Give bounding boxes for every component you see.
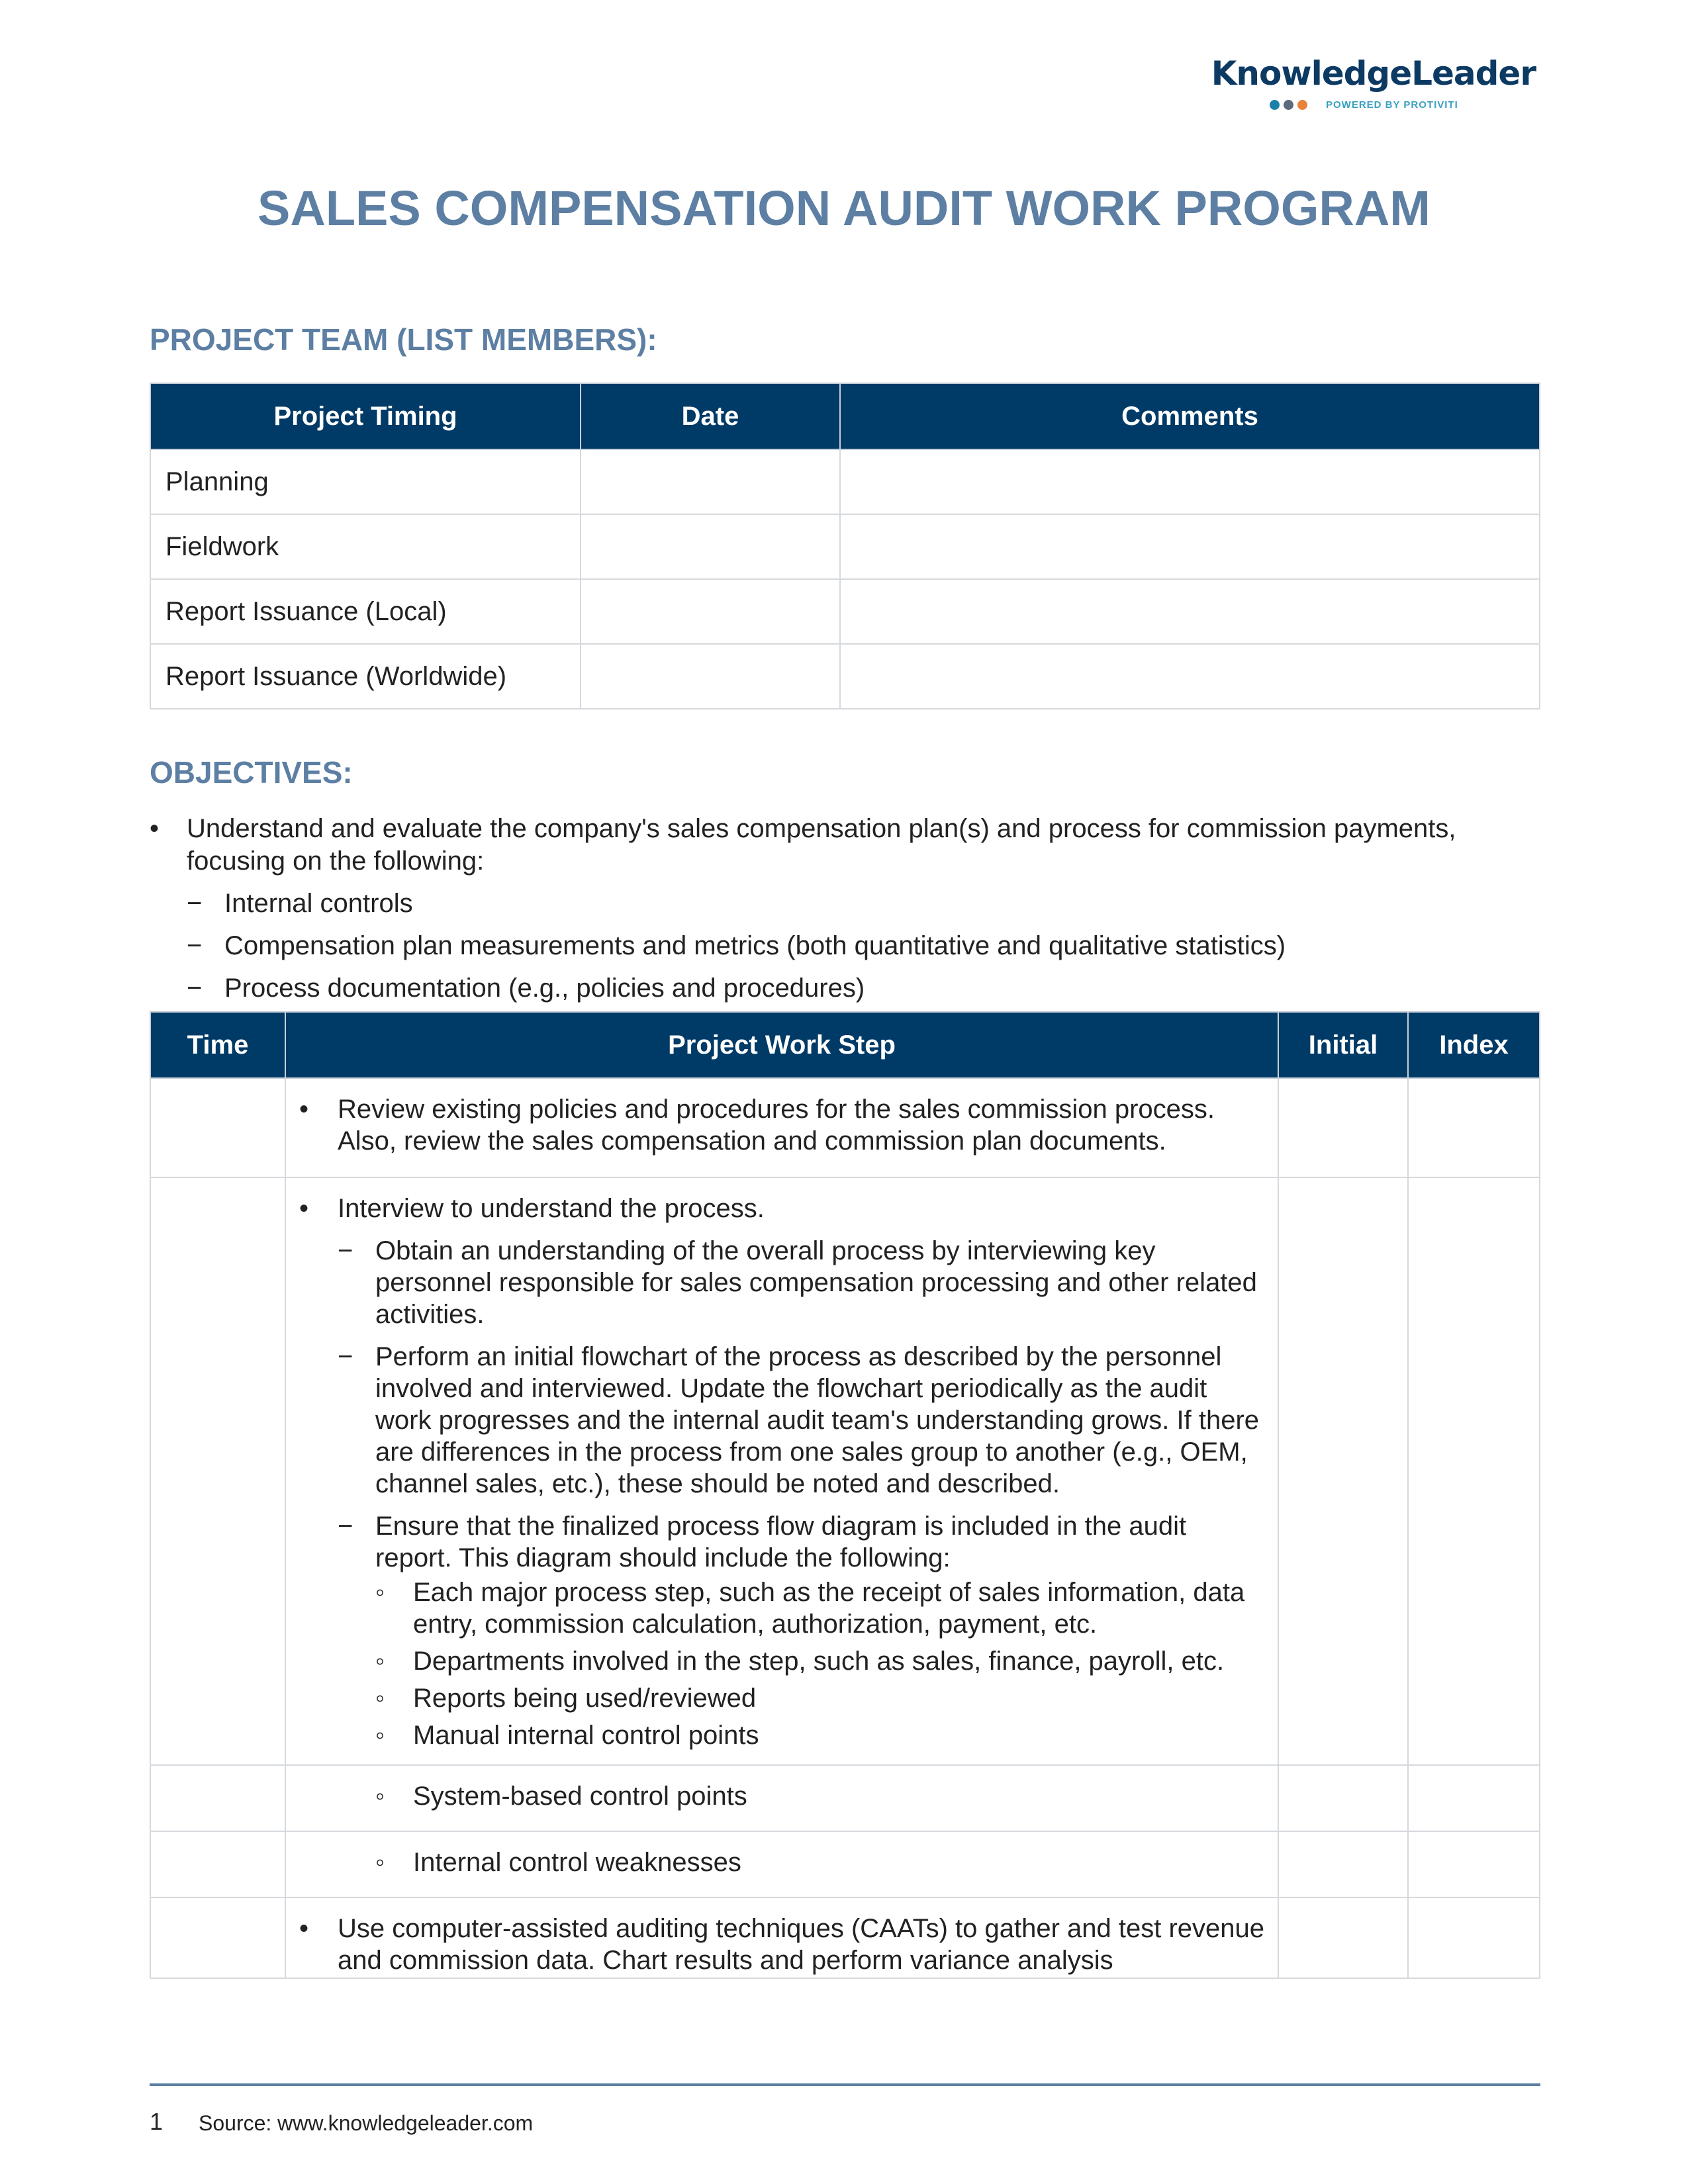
work-step-text: • Interview to understand the process. bbox=[299, 1193, 1264, 1224]
index-cell[interactable] bbox=[1408, 1831, 1540, 1897]
objectives-list bbox=[150, 813, 1540, 1005]
diagram-item: ◦ System-based control points bbox=[299, 1780, 1264, 1812]
work-substep-text: − Perform an initial flowchart of the process as described by the personnel involved and interviewed. Update the flowchart periodically as the audit work progresses and the internal audit team's understanding grows. If there are differences in the process from one sales group to another (e.g., OEM, channel sales, etc.), these should be noted and described. bbox=[299, 1341, 1264, 1500]
brand-tagline bbox=[1270, 99, 1536, 111]
work-substep-text: − Obtain an understanding of the overall process by interviewing key personnel responsible for sales compensation processing and other related activities. bbox=[299, 1235, 1264, 1330]
time-cell[interactable] bbox=[150, 1078, 285, 1177]
table-row bbox=[150, 1831, 1540, 1897]
table-row bbox=[150, 1897, 1540, 1978]
initial-cell[interactable] bbox=[1278, 1078, 1408, 1177]
powered-by-text: POWERED BY PROTIVITI bbox=[1326, 99, 1458, 111]
comments-cell[interactable] bbox=[840, 449, 1540, 514]
project-team-heading: PROJECT TEAM (LIST MEMBERS): bbox=[150, 322, 657, 357]
comments-cell[interactable] bbox=[840, 579, 1540, 644]
comments-cell[interactable] bbox=[840, 514, 1540, 579]
brand-dot-2-icon bbox=[1284, 100, 1293, 110]
diagram-item: ◦ Reports being used/reviewed bbox=[299, 1682, 1264, 1714]
diagram-item: ◦ Each major process step, such as the receipt of sales information, data entry, commission calculation, authorization, payment, etc. bbox=[299, 1576, 1264, 1640]
time-cell[interactable] bbox=[150, 1897, 285, 1978]
table-row bbox=[150, 644, 1540, 709]
table-row bbox=[150, 579, 1540, 644]
brand-name: KnowledgeLeader bbox=[1211, 54, 1536, 93]
date-cell[interactable] bbox=[581, 449, 840, 514]
table-row bbox=[150, 1078, 1540, 1177]
table-row bbox=[150, 1177, 1540, 1765]
objective-item: − Compensation plan measurements and metrics (both quantitative and qualitative statistics) bbox=[150, 930, 1540, 962]
index-cell[interactable] bbox=[1408, 1897, 1540, 1978]
diagram-item: ◦ Departments involved in the step, such as sales, finance, payroll, etc. bbox=[299, 1645, 1264, 1677]
diagram-item: ◦ Internal control weaknesses bbox=[299, 1846, 1264, 1878]
index-cell[interactable] bbox=[1408, 1177, 1540, 1765]
header-project-timing: Project Timing bbox=[150, 383, 581, 449]
brand-dot-3-icon bbox=[1297, 100, 1307, 110]
date-cell[interactable] bbox=[581, 514, 840, 579]
objectives-heading: OBJECTIVES: bbox=[150, 755, 353, 790]
index-cell[interactable] bbox=[1408, 1765, 1540, 1831]
date-cell[interactable] bbox=[581, 644, 840, 709]
footer-divider bbox=[150, 2083, 1540, 2086]
table-row bbox=[150, 514, 1540, 579]
work-step-table bbox=[150, 1011, 1540, 1979]
index-cell[interactable] bbox=[1408, 1078, 1540, 1177]
objective-main: • Understand and evaluate the company's sales compensation plan(s) and process for commission payments, focusing on the following: bbox=[150, 813, 1540, 878]
timing-label: Fieldwork bbox=[150, 514, 581, 579]
work-step-cell bbox=[285, 1897, 1278, 1978]
header-time: Time bbox=[150, 1012, 285, 1078]
objective-item: − Internal controls bbox=[150, 887, 1540, 920]
document-title: SALES COMPENSATION AUDIT WORK PROGRAM bbox=[258, 181, 1430, 236]
work-step-text: • Review existing policies and procedures for the sales commission process. Also, review the sales compensation and commission plan documents. bbox=[299, 1093, 1264, 1157]
header-project-work-step: Project Work Step bbox=[285, 1012, 1278, 1078]
comments-cell[interactable] bbox=[840, 644, 1540, 709]
work-step-cell bbox=[285, 1831, 1278, 1897]
timing-label: Report Issuance (Local) bbox=[150, 579, 581, 644]
work-step-text: • Use computer-assisted auditing techniques (CAATs) to gather and test revenue and commission data. Chart results and perform variance analysis bbox=[299, 1913, 1264, 1976]
work-step-cell bbox=[285, 1765, 1278, 1831]
work-substep-text: − Ensure that the finalized process flow diagram is included in the audit report. This diagram should include the following: bbox=[299, 1510, 1264, 1574]
objective-item: − Process documentation (e.g., policies and procedures) bbox=[150, 972, 1540, 1005]
time-cell[interactable] bbox=[150, 1177, 285, 1765]
table-row bbox=[150, 1765, 1540, 1831]
work-header-row bbox=[150, 1012, 1540, 1078]
initial-cell[interactable] bbox=[1278, 1177, 1408, 1765]
time-cell[interactable] bbox=[150, 1765, 285, 1831]
header-date: Date bbox=[581, 383, 840, 449]
header-comments: Comments bbox=[840, 383, 1540, 449]
header-index: Index bbox=[1408, 1012, 1540, 1078]
timing-header-row bbox=[150, 383, 1540, 449]
project-timing-table bbox=[150, 383, 1540, 709]
brand-logo bbox=[1192, 54, 1536, 111]
table-row bbox=[150, 449, 1540, 514]
timing-label: Planning bbox=[150, 449, 581, 514]
timing-label: Report Issuance (Worldwide) bbox=[150, 644, 581, 709]
diagram-item: ◦ Manual internal control points bbox=[299, 1719, 1264, 1751]
initial-cell[interactable] bbox=[1278, 1831, 1408, 1897]
footer-source: Source: www.knowledgeleader.com bbox=[199, 2111, 534, 2135]
date-cell[interactable] bbox=[581, 579, 840, 644]
header-initial: Initial bbox=[1278, 1012, 1408, 1078]
page-number: 1 bbox=[150, 2108, 164, 2135]
initial-cell[interactable] bbox=[1278, 1897, 1408, 1978]
initial-cell[interactable] bbox=[1278, 1765, 1408, 1831]
brand-dot-1-icon bbox=[1270, 100, 1280, 110]
time-cell[interactable] bbox=[150, 1831, 285, 1897]
work-step-cell bbox=[285, 1078, 1278, 1177]
work-step-cell bbox=[285, 1177, 1278, 1765]
